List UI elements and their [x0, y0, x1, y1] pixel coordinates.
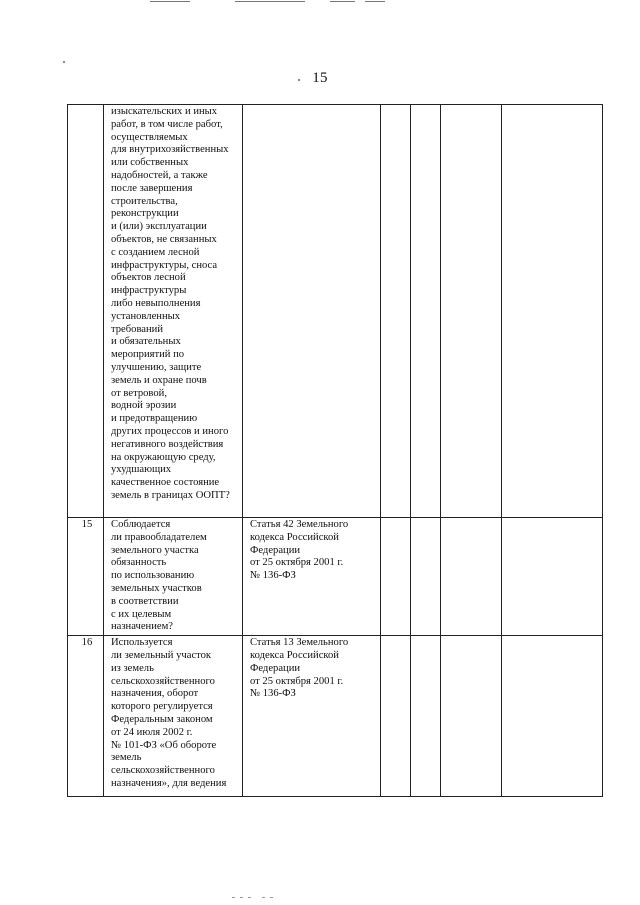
scan-top-edge-marks: [0, 0, 640, 8]
note-cell[interactable]: [502, 636, 603, 797]
requirement-question-cell: Соблюдается ли правообладателем земельного участка обязанность по использованию земельных участков в соответствии с их целевым назначением?: [104, 518, 243, 636]
legal-basis-cell: [243, 105, 381, 518]
table-row: [68, 636, 603, 797]
scan-speck: [63, 61, 65, 63]
answer-not-applicable-cell[interactable]: [441, 636, 502, 797]
answer-no-cell[interactable]: [411, 105, 441, 518]
requirement-question-cell: изыскательских и иных работ, в том числе работ, осуществляемых для внутрихозяйственных или собственных надобностей, а также после завершения строительства, реконструкции и (или) эксплуатации объектов, не связанных с созданием лесной инфраструктуры, сноса объектов лесной инфраструктуры либо невыполнения установленных требований и обязательных мероприятий по улучшению, защите земель и охране почв от ветровой, водной эрозии и предотвращению других процессов и иного негативного воздействия на окружающую среду, ухудшающих качественное состояние земель в границах ООПТ?: [104, 105, 243, 518]
legal-basis-cell: Статья 13 Земельного кодекса Российской Федерации от 25 октября 2001 г. № 136-ФЗ: [243, 636, 381, 797]
table-row: [68, 518, 603, 636]
requirement-question-cell: Используется ли земельный участок из земель сельскохозяйственного назначения, оборот которого регулируется Федеральным законом от 24 июля 2002 г. № 101-ФЗ «Об обороте земель сельскохозяйственного назначения», для ведения: [104, 636, 243, 797]
note-cell[interactable]: [502, 105, 603, 518]
row-number-cell: 15: [68, 518, 104, 636]
row-number-cell: [68, 105, 104, 518]
answer-not-applicable-cell[interactable]: [441, 105, 502, 518]
row-number-cell: 16: [68, 636, 104, 797]
answer-yes-cell[interactable]: [381, 518, 411, 636]
answer-no-cell[interactable]: [411, 518, 441, 636]
scan-bottom-edge-marks: [232, 896, 292, 900]
page-number: 15: [312, 70, 328, 86]
answer-yes-cell[interactable]: [381, 105, 411, 518]
table-row: [68, 105, 603, 518]
answer-not-applicable-cell[interactable]: [441, 518, 502, 636]
answer-no-cell[interactable]: [411, 636, 441, 797]
checklist-table: [67, 104, 603, 797]
note-cell[interactable]: [502, 518, 603, 636]
answer-yes-cell[interactable]: [381, 636, 411, 797]
legal-basis-cell: Статья 42 Земельного кодекса Российской Федерации от 25 октября 2001 г. № 136-ФЗ: [243, 518, 381, 636]
